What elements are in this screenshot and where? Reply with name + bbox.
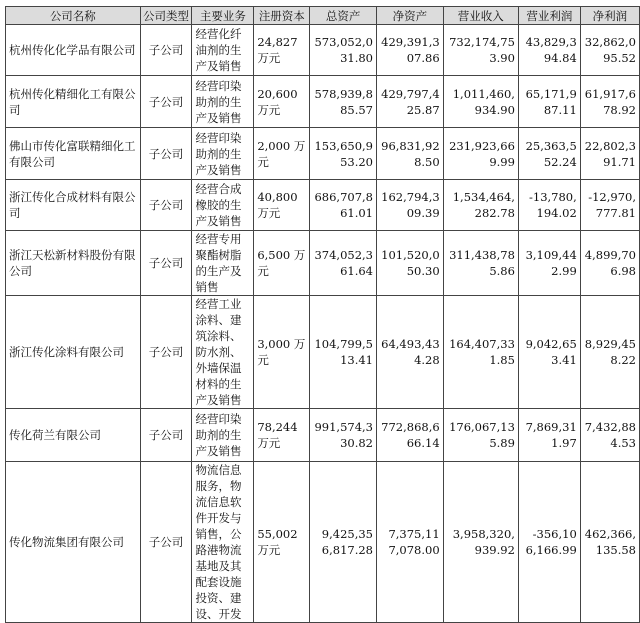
revenue: 231,923,669.99 xyxy=(443,128,518,180)
subsidiary-financials-table xyxy=(5,6,640,623)
revenue: 164,407,331.85 xyxy=(443,296,518,409)
company-name: 浙江天松新材料股份有限公司 xyxy=(6,231,141,296)
operating-profit: 3,109,442.99 xyxy=(518,231,580,296)
operating-profit: 9,042,653.41 xyxy=(518,296,580,409)
header-net-assets: 净资产 xyxy=(377,7,444,25)
main-business: 经营合成橡胶的生产及销售 xyxy=(192,180,254,231)
net-profit: 61,917,678.92 xyxy=(580,76,639,128)
registered-capital: 40,800 万元 xyxy=(254,180,310,231)
company-type: 子公司 xyxy=(140,409,192,462)
company-type: 子公司 xyxy=(140,231,192,296)
table-row xyxy=(6,296,640,409)
table-row xyxy=(6,462,640,623)
header-net-profit: 净利润 xyxy=(580,7,639,25)
total-assets: 153,650,953.20 xyxy=(310,128,377,180)
registered-capital: 2,000 万元 xyxy=(254,128,310,180)
net-assets: 101,520,050.30 xyxy=(377,231,444,296)
table-row xyxy=(6,25,640,76)
header-main-business: 主要业务 xyxy=(192,7,254,25)
net-assets: 7,375,117,078.00 xyxy=(377,462,444,623)
operating-profit: 7,869,311.97 xyxy=(518,409,580,462)
company-name: 传化荷兰有限公司 xyxy=(6,409,141,462)
operating-profit: 65,171,987.11 xyxy=(518,76,580,128)
operating-profit: -356,106,166.99 xyxy=(518,462,580,623)
registered-capital: 78,244 万元 xyxy=(254,409,310,462)
header-revenue: 营业收入 xyxy=(443,7,518,25)
table-row xyxy=(6,180,640,231)
header-company-type: 公司类型 xyxy=(140,7,192,25)
registered-capital: 24,827 万元 xyxy=(254,25,310,76)
net-assets: 96,831,928.50 xyxy=(377,128,444,180)
main-business: 经营印染助剂的生产及销售 xyxy=(192,409,254,462)
revenue: 176,067,135.89 xyxy=(443,409,518,462)
company-type: 子公司 xyxy=(140,180,192,231)
net-assets: 429,797,425.87 xyxy=(377,76,444,128)
header-row xyxy=(6,7,640,25)
net-profit: 7,432,884.53 xyxy=(580,409,639,462)
revenue: 1,534,464,282.78 xyxy=(443,180,518,231)
main-business: 经营专用聚酯树脂的生产及销售 xyxy=(192,231,254,296)
total-assets: 374,052,361.64 xyxy=(310,231,377,296)
header-company-name: 公司名称 xyxy=(6,7,141,25)
total-assets: 104,799,513.41 xyxy=(310,296,377,409)
total-assets: 578,939,885.57 xyxy=(310,76,377,128)
net-profit: 4,899,706.98 xyxy=(580,231,639,296)
company-name: 杭州传化化学品有限公司 xyxy=(6,25,141,76)
operating-profit: -13,780,194.02 xyxy=(518,180,580,231)
revenue: 732,174,753.90 xyxy=(443,25,518,76)
revenue: 1,011,460,934.90 xyxy=(443,76,518,128)
net-assets: 64,493,434.28 xyxy=(377,296,444,409)
registered-capital: 6,500 万元 xyxy=(254,231,310,296)
company-name: 浙江传化涂料有限公司 xyxy=(6,296,141,409)
table-row xyxy=(6,231,640,296)
company-type: 子公司 xyxy=(140,76,192,128)
table-row xyxy=(6,409,640,462)
main-business: 经营工业涂料、建筑涂料、防水剂、外墙保温材料的生产及销售 xyxy=(192,296,254,409)
total-assets: 573,052,031.80 xyxy=(310,25,377,76)
revenue: 3,958,320,939.92 xyxy=(443,462,518,623)
total-assets: 686,707,861.01 xyxy=(310,180,377,231)
operating-profit: 25,363,552.24 xyxy=(518,128,580,180)
company-name: 佛山市传化富联精细化工有限公司 xyxy=(6,128,141,180)
operating-profit: 43,829,394.84 xyxy=(518,25,580,76)
company-type: 子公司 xyxy=(140,296,192,409)
company-name: 杭州传化精细化工有限公司 xyxy=(6,76,141,128)
net-profit: 22,802,391.71 xyxy=(580,128,639,180)
registered-capital: 55,002 万元 xyxy=(254,462,310,623)
main-business: 经营印染助剂的生产及销售 xyxy=(192,76,254,128)
registered-capital: 3,000 万元 xyxy=(254,296,310,409)
main-business: 经营化纤油剂的生产及销售 xyxy=(192,25,254,76)
net-assets: 429,391,307.86 xyxy=(377,25,444,76)
company-type: 子公司 xyxy=(140,25,192,76)
main-business: 经营印染助剂的生产及销售 xyxy=(192,128,254,180)
company-type: 子公司 xyxy=(140,128,192,180)
total-assets: 991,574,330.82 xyxy=(310,409,377,462)
net-profit: 462,366,135.58 xyxy=(580,462,639,623)
revenue: 311,438,785.86 xyxy=(443,231,518,296)
net-profit: 32,862,095.52 xyxy=(580,25,639,76)
main-business: 物流信息服务，物流信息软件开发与销售，公路港物流基地及其配套设施投资、建设、开发 xyxy=(192,462,254,623)
header-registered-capital: 注册资本 xyxy=(254,7,310,25)
net-profit: -12,970,777.81 xyxy=(580,180,639,231)
table-row xyxy=(6,76,640,128)
header-total-assets: 总资产 xyxy=(310,7,377,25)
company-name: 浙江传化合成材料有限公司 xyxy=(6,180,141,231)
net-assets: 772,868,666.14 xyxy=(377,409,444,462)
registered-capital: 20,600 万元 xyxy=(254,76,310,128)
header-operating-profit: 营业利润 xyxy=(518,7,580,25)
table-row xyxy=(6,128,640,180)
net-assets: 162,794,309.39 xyxy=(377,180,444,231)
company-name: 传化物流集团有限公司 xyxy=(6,462,141,623)
net-profit: 8,929,458.22 xyxy=(580,296,639,409)
total-assets: 9,425,356,817.28 xyxy=(310,462,377,623)
company-type: 子公司 xyxy=(140,462,192,623)
